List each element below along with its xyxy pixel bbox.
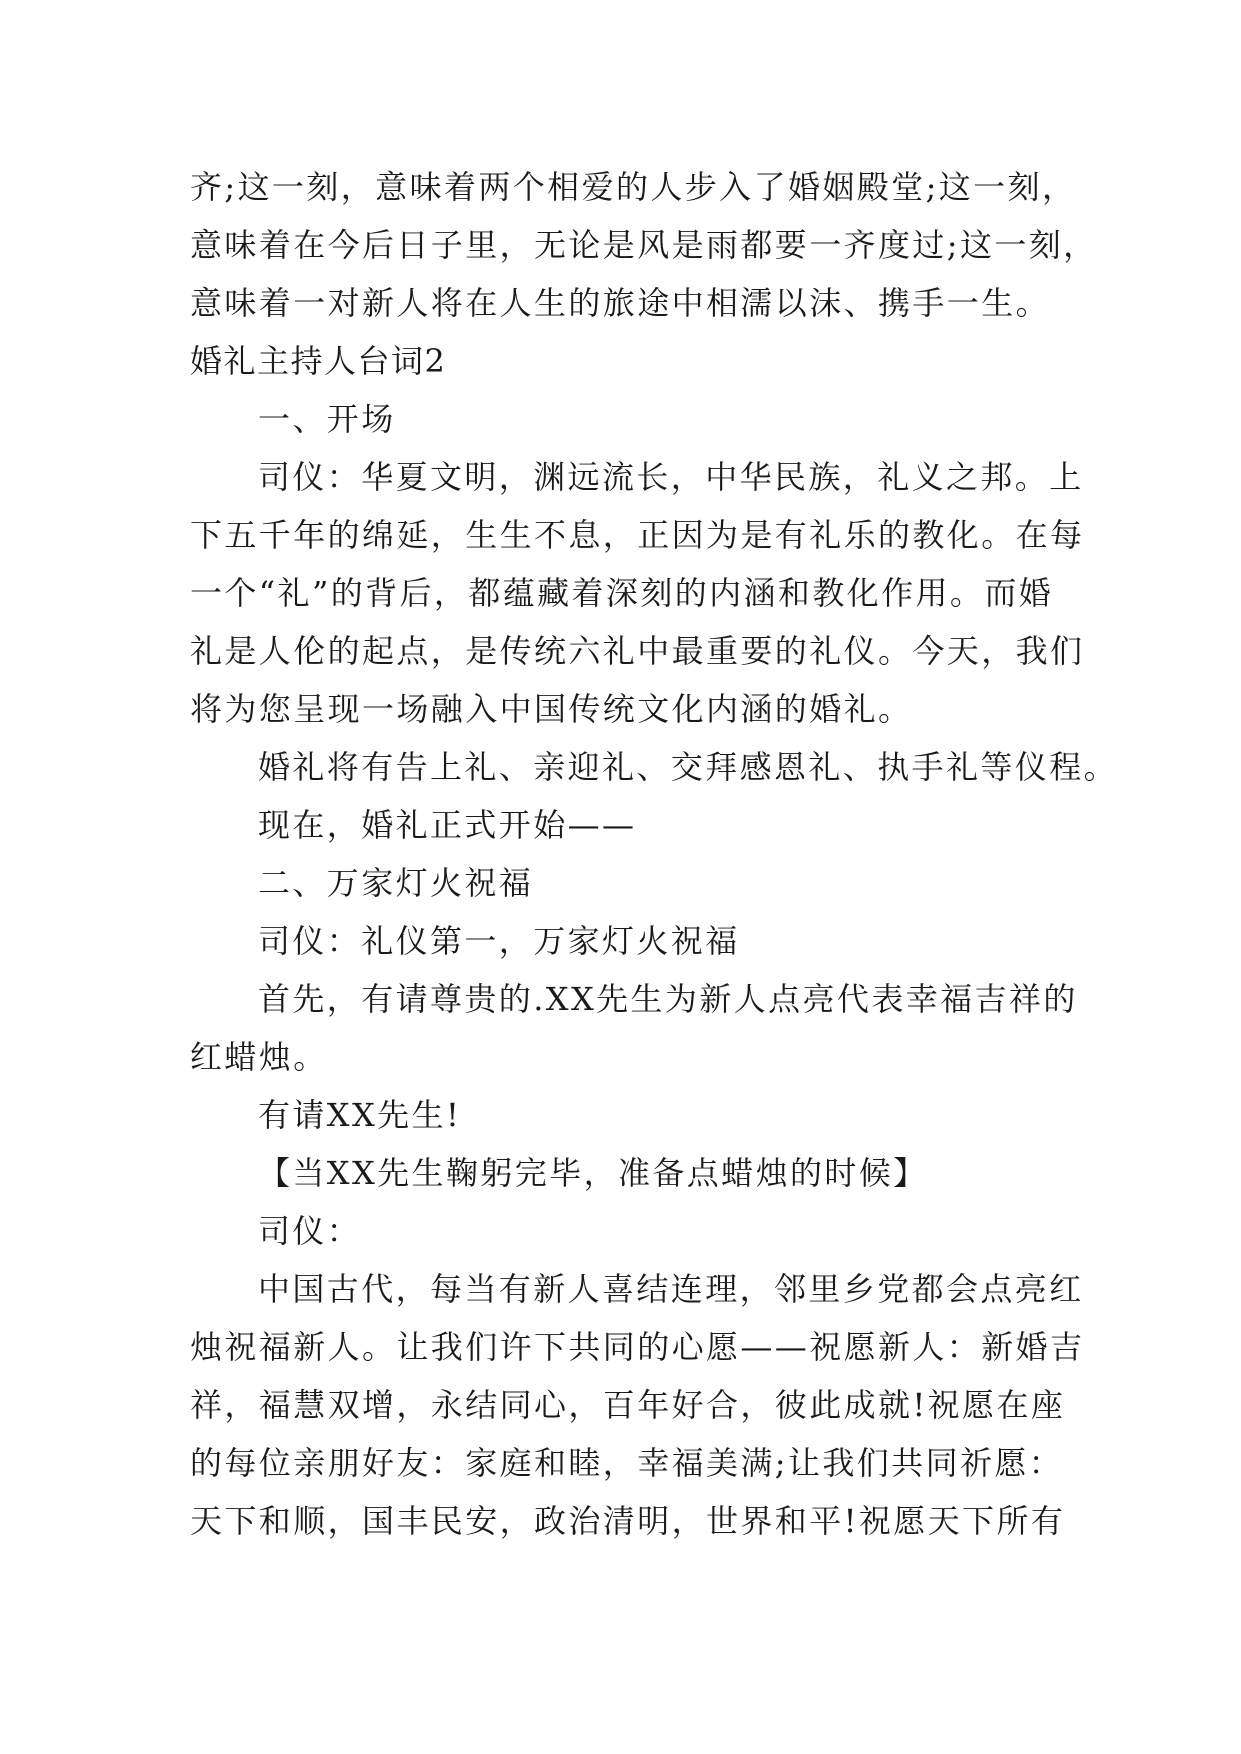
body-line: 意味着在今后日子里，无论是风是雨都要一齐度过;这一刻， bbox=[190, 226, 1098, 264]
body-line: 首先，有请尊贵的.XX先生为新人点亮代表幸福吉祥的 bbox=[258, 980, 1078, 1018]
body-line: 有请XX先生! bbox=[258, 1096, 462, 1134]
body-line: 天下和顺，国丰民安，政治清明，世界和平!祝愿天下所有 bbox=[190, 1502, 1066, 1540]
document-body bbox=[190, 158, 1119, 1550]
subsection-heading: 一、开场 bbox=[258, 400, 396, 438]
body-line: 现在，婚礼正式开始—— bbox=[258, 806, 637, 844]
section-title: 婚礼主持人台词2 bbox=[190, 342, 447, 380]
body-line: 一个“礼”的背后，都蕴藏着深刻的内涵和教化作用。而婚 bbox=[190, 574, 1054, 612]
body-line: 司仪：华夏文明，渊远流长，中华民族，礼义之邦。上 bbox=[258, 458, 1084, 496]
body-line: 烛祝福新人。让我们许下共同的心愿——祝愿新人：新婚吉 bbox=[190, 1328, 1085, 1366]
body-line: 祥，福慧双增，永结同心，百年好合，彼此成就!祝愿在座 bbox=[190, 1386, 1066, 1424]
body-line: 司仪： bbox=[258, 1212, 362, 1250]
body-line: 下五千年的绵延，生生不息，正因为是有礼乐的教化。在每 bbox=[190, 516, 1085, 554]
body-line: 礼是人伦的起点，是传统六礼中最重要的礼仪。今天，我们 bbox=[190, 632, 1085, 670]
body-line: 中国古代，每当有新人喜结连理，邻里乡党都会点亮红 bbox=[258, 1270, 1084, 1308]
body-line: 意味着一对新人将在人生的旅途中相濡以沫、携手一生。 bbox=[190, 284, 1051, 322]
body-line: 齐;这一刻，意味着两个相爱的人步入了婚姻殿堂;这一刻， bbox=[190, 168, 1077, 206]
body-line: 的每位亲朋好友：家庭和睦，幸福美满;让我们共同祈愿： bbox=[190, 1444, 1064, 1482]
body-line: 婚礼将有告上礼、亲迎礼、交拜感恩礼、执手礼等仪程。 bbox=[258, 748, 1119, 786]
body-line: 红蜡烛。 bbox=[190, 1038, 328, 1076]
body-line: 司仪：礼仪第一，万家灯火祝福 bbox=[258, 922, 740, 960]
stage-direction: 【当XX先生鞠躬完毕，准备点蜡烛的时候】 bbox=[258, 1154, 928, 1192]
body-line: 将为您呈现一场融入中国传统文化内涵的婚礼。 bbox=[190, 690, 913, 728]
subsection-heading: 二、万家灯火祝福 bbox=[258, 864, 534, 902]
